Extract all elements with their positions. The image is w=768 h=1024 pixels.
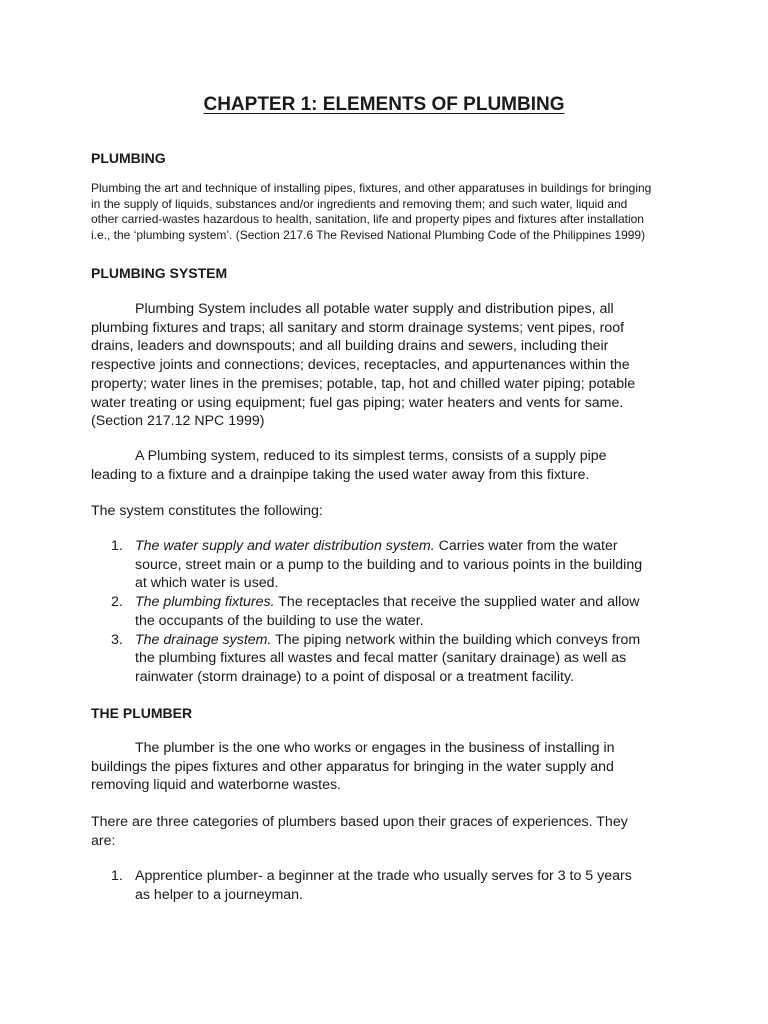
text-line: (Section 217.12 NPC 1999) [91, 413, 265, 430]
list-number: 2. [111, 594, 123, 611]
plumber-categories-paragraph [91, 813, 681, 850]
text-line: Plumbing the art and technique of installing pipes, fixtures, and other apparatuses in buildings for bringing [91, 181, 652, 195]
text-line: Plumbing System includes all potable water supply and distribution pipes, all [135, 301, 614, 317]
text-line: Apprentice plumber- a beginner at the trade who usually serves for 3 to 5 years [135, 868, 632, 884]
plumber-definition-paragraph [91, 739, 681, 795]
text-line: buildings the pipes fixtures and other apparatus for bringing in the water supply and [91, 758, 614, 775]
text-line: There are three categories of plumbers based upon their graces of experiences. They [91, 814, 628, 830]
list-term: The drainage system. [135, 631, 272, 648]
text-line: rainwater (storm drainage) to a point of disposal or a treatment facility. [135, 668, 574, 685]
plumbing-definition [91, 181, 691, 243]
text-line: removing liquid and waterborne wastes. [91, 777, 341, 794]
text-line: as helper to a journeyman. [135, 886, 303, 903]
text-line: the plumbing fixtures all wastes and fecal matter (sanitary drainage) as well as [135, 650, 627, 667]
system-constitutes-paragraph [91, 502, 681, 521]
list-item [91, 537, 691, 593]
text-line: are: [91, 832, 116, 849]
text-line: property; water lines in the premises; potable, tap, hot and chilled water piping; potable [91, 375, 636, 392]
text-line: plumbing fixtures and traps; all sanitary and storm drainage systems; vent pipes, roof [91, 319, 625, 336]
text-line: A Plumbing system, reduced to its simplest terms, consists of a supply pipe [135, 448, 607, 464]
list-item [91, 631, 691, 687]
text-line: other carried-wastes hazardous to health, sanitation, life and property pipes and fixtures after installation [91, 212, 644, 227]
simplest-terms-paragraph [91, 447, 681, 484]
text-line: The system constitutes the following: [91, 503, 323, 519]
text-line: The receptacles that receive the supplied water and allow [274, 594, 640, 611]
text-line: The plumber is the one who works or engages in the business of installing in [135, 740, 615, 756]
text-line: water treating or using equipment; fuel gas piping; water heaters and vents for same. [91, 394, 624, 411]
text-line: the occupants of the building to use the water. [135, 612, 424, 629]
heading-the-plumber: THE PLUMBER [91, 705, 193, 721]
list-number: 1. [111, 868, 123, 884]
text-line: leading to a fixture and a drainpipe taking the used water away from this fixture. [91, 466, 590, 483]
list-item [91, 593, 691, 630]
text-line: The piping network within the building which conveys from [271, 631, 641, 648]
list-item [91, 867, 691, 904]
text-line: respective joints and connections; devices, receptacles, and appurtenances within the [91, 357, 630, 374]
plumber-categories-list [91, 867, 691, 904]
list-number: 3. [111, 631, 123, 648]
text-line: Carries water from the water [434, 538, 618, 554]
text-line: in the supply of liquids, substances and/or ingredients and removing them; and such water, liquid and [91, 196, 628, 211]
system-components-list [91, 537, 691, 687]
text-line: at which water is used. [135, 575, 279, 592]
list-term: The plumbing fixtures. [135, 594, 275, 611]
plumbing-system-paragraph [91, 300, 681, 431]
text-line: i.e., the ‘plumbing system’. (Section 217.6 The Revised National Plumbing Code of the Philippines 1999) [91, 227, 646, 242]
list-number: 1. [111, 538, 123, 554]
heading-plumbing-system: PLUMBING SYSTEM [91, 265, 228, 281]
text-line: drains, leaders and downspouts; and all building drains and sewers, including their [91, 338, 609, 355]
heading-plumbing: PLUMBING [91, 150, 166, 166]
text-line: source, street main or a pump to the building and to various points in the building [135, 556, 643, 573]
list-term: The water supply and water distribution system. [135, 538, 435, 554]
chapter-title: CHAPTER 1: ELEMENTS OF PLUMBING [203, 94, 565, 115]
